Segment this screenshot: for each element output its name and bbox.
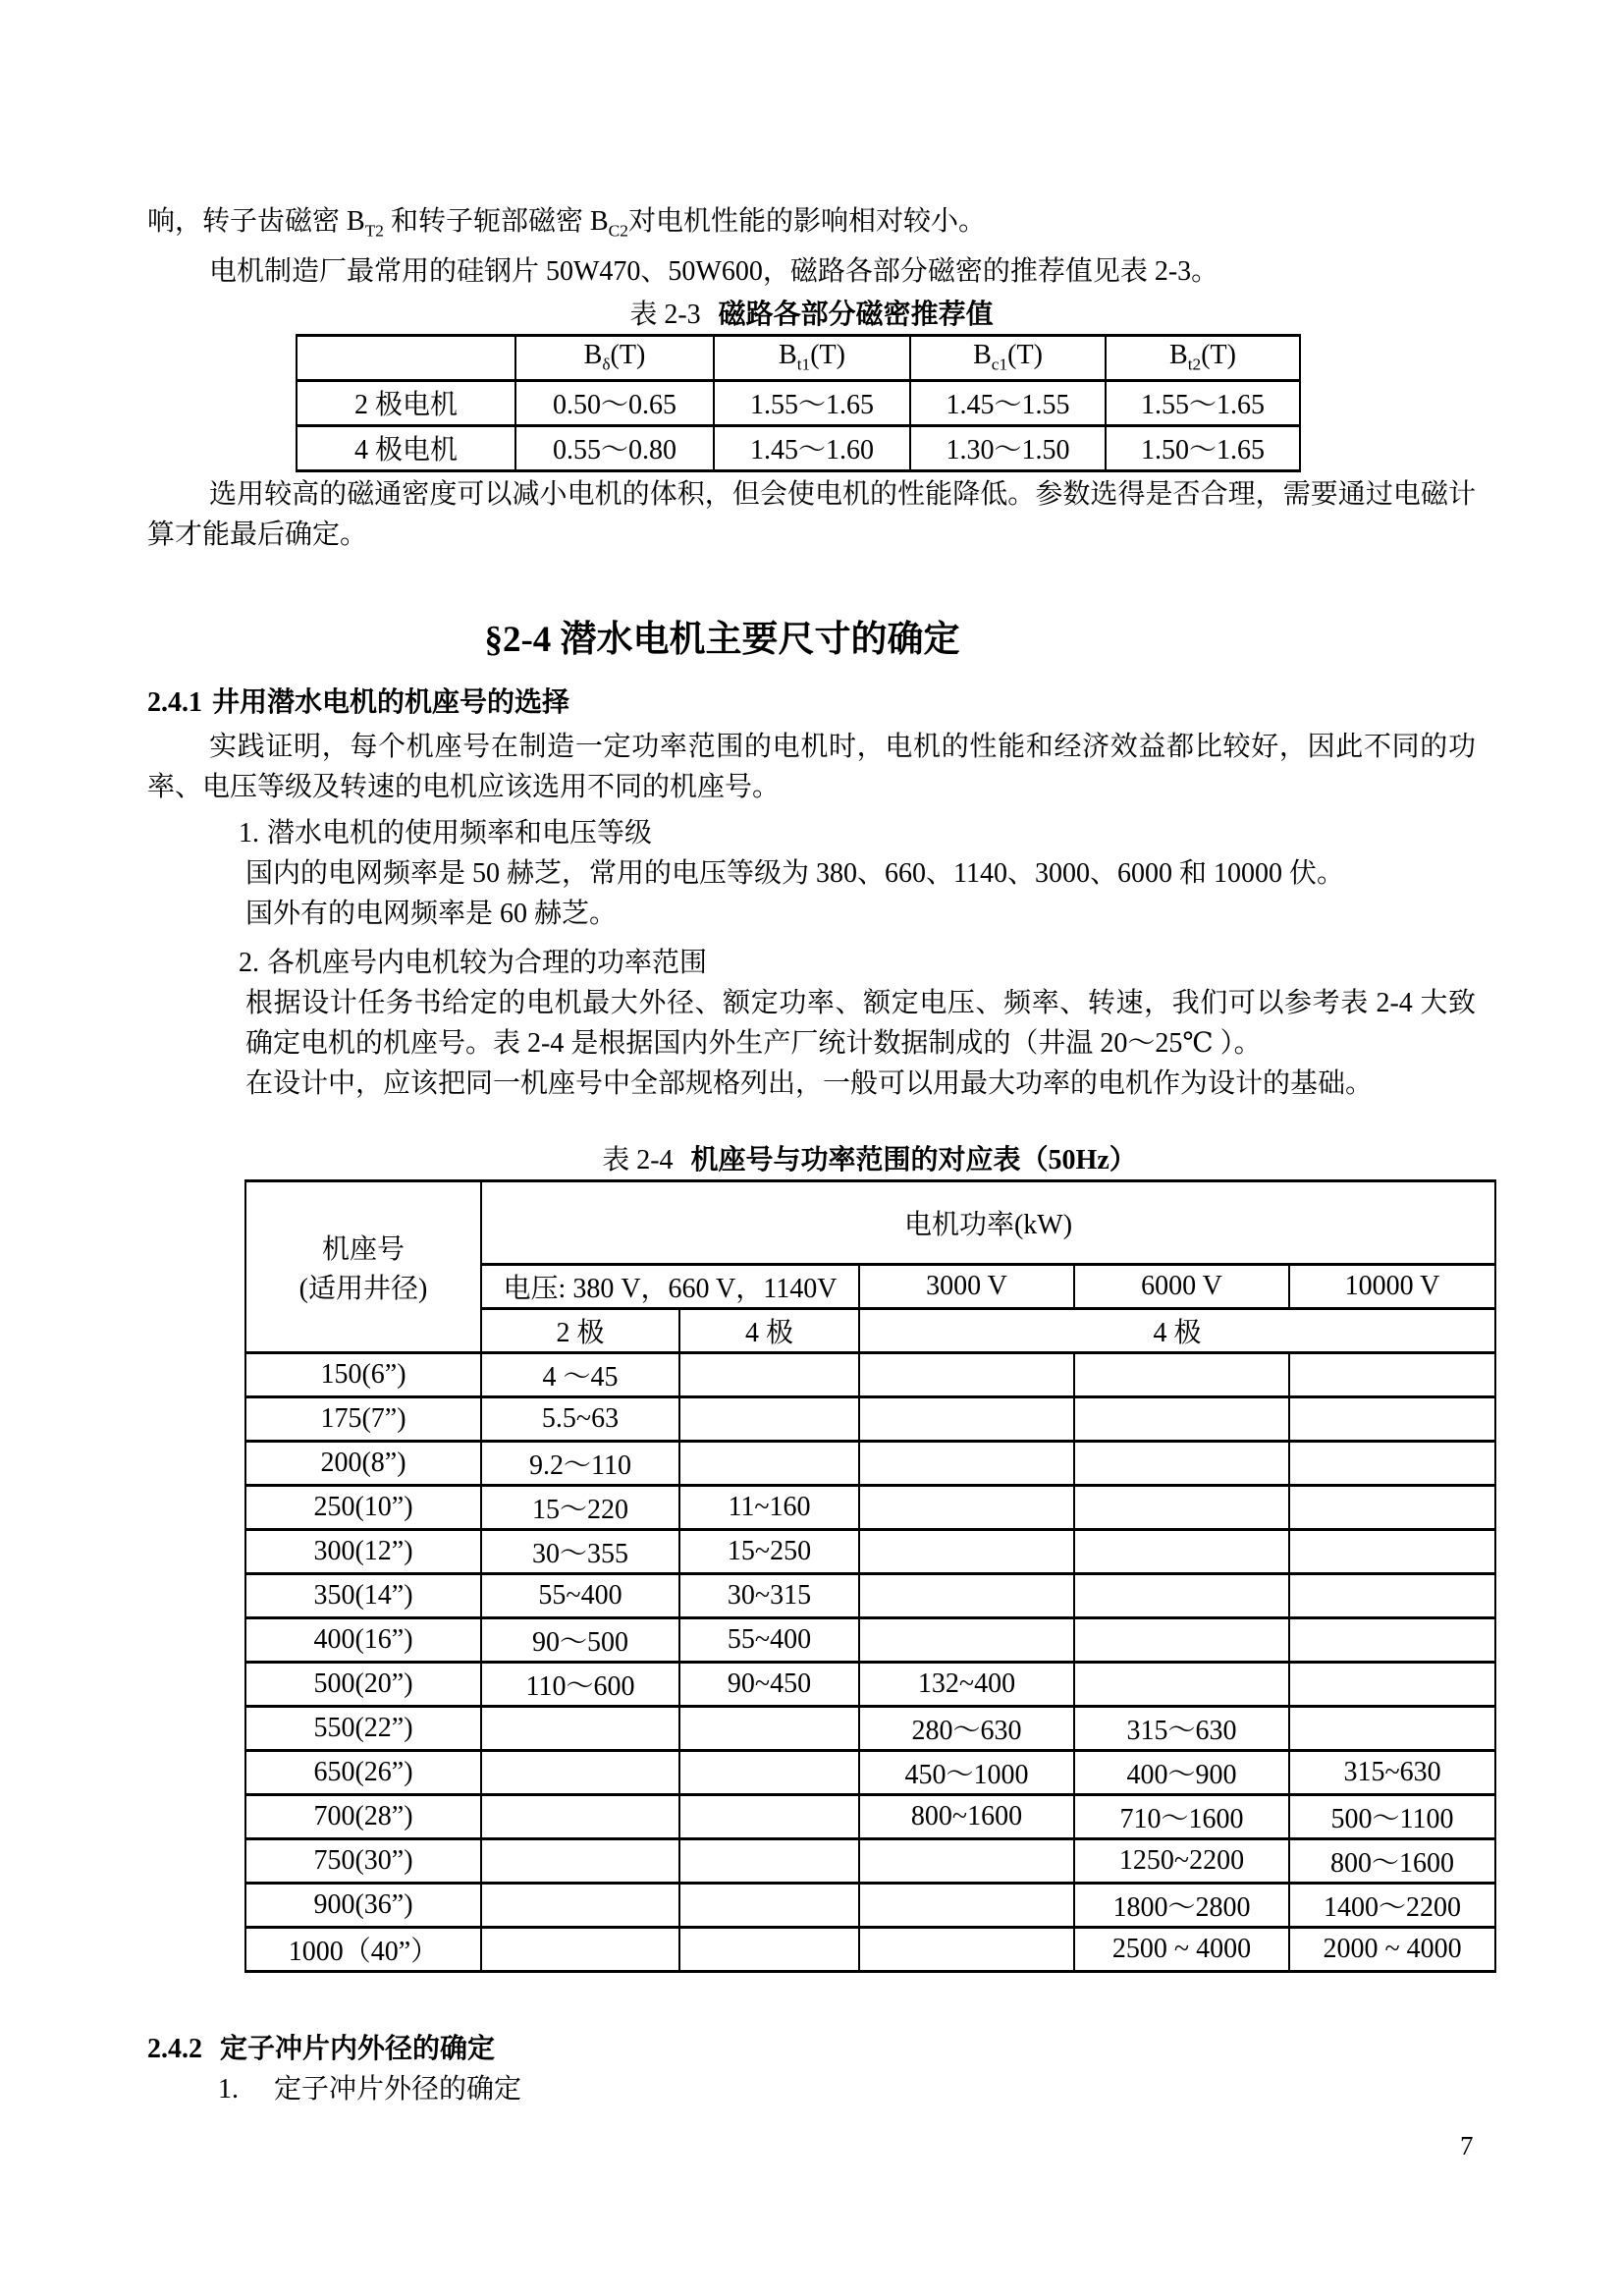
bt2-value-cell: 1.50～1.65 — [1106, 425, 1300, 470]
power-4pole-cell — [679, 1750, 859, 1794]
flux-density-table — [296, 334, 1301, 472]
frame-power-row — [245, 1617, 1495, 1662]
power-3000v-cell — [859, 1352, 1074, 1396]
section-2-4-2-number: 2.4.2 — [147, 2033, 202, 2064]
frame-power-row — [245, 1883, 1495, 1927]
intro-line-1 — [147, 201, 1476, 251]
voltage-6000v-header-cell: 6000 V — [1074, 1264, 1289, 1308]
table23-caption-title: 磁路各部分磁密推荐值 — [718, 299, 994, 330]
page-number: 7 — [1460, 2131, 1474, 2160]
power-10000v-cell: 315~630 — [1289, 1750, 1495, 1794]
frame-size-cell: 250(10”) — [245, 1485, 481, 1529]
frame-power-row — [245, 1750, 1495, 1794]
pole4-merged-header-cell: 4 极 — [859, 1308, 1495, 1352]
header-base: B — [1169, 340, 1188, 371]
power-2pole-cell — [481, 1927, 679, 1971]
pole4-header-cell: 4 极 — [679, 1308, 859, 1352]
power-6000v-cell: 2500 ~ 4000 — [1074, 1927, 1289, 1971]
power-4pole-cell: 30~315 — [679, 1573, 859, 1617]
power-10000v-cell: 800～1600 — [1289, 1838, 1495, 1883]
power-2pole-cell: 9.2～110 — [481, 1441, 679, 1485]
power-6000v-cell — [1074, 1617, 1289, 1662]
subscript-bt2: T2 — [364, 221, 384, 241]
frame-size-cell: 700(28”) — [245, 1794, 481, 1838]
section-2-4-2-title: 定子冲片内外径的确定 — [220, 2033, 496, 2064]
bd-value-cell: 0.50～0.65 — [515, 380, 714, 425]
power-4pole-cell — [679, 1396, 859, 1441]
section-2-4-1-heading — [147, 683, 1476, 723]
power-6000v-cell — [1074, 1485, 1289, 1529]
power-3000v-cell — [859, 1927, 1074, 1971]
stator-list-item-1-number: 1. — [218, 2073, 239, 2105]
subscript-t2: t2 — [1187, 355, 1202, 374]
frame-size-cell: 550(22”) — [245, 1706, 481, 1750]
power-3000v-cell: 800~1600 — [859, 1794, 1074, 1838]
list-item-1-line-1: 国内的电网频率是 50 赫芝，常用的电压等级为 380、660、1140、3000、6000 和 10000 伏。 — [245, 857, 1344, 889]
power-10000v-cell — [1289, 1396, 1495, 1441]
power-6000v-cell: 1800～2800 — [1074, 1883, 1289, 1927]
power-10000v-cell — [1289, 1573, 1495, 1617]
section-2-4-1-number: 2.4.1 — [147, 686, 202, 718]
frame-size-cell: 650(26”) — [245, 1750, 481, 1794]
power-2pole-cell — [481, 1794, 679, 1838]
table23-caption-label: 表 2-3 — [629, 299, 701, 330]
flux-header-bc1-cell — [910, 335, 1106, 380]
frame-power-row — [245, 1794, 1495, 1838]
flux-header-row — [297, 335, 1300, 380]
bt2-value-cell: 1.55～1.65 — [1106, 380, 1300, 425]
flux-header-bt1-cell — [714, 335, 910, 380]
power-10000v-cell — [1289, 1706, 1495, 1750]
frame-size-cell: 200(8”) — [245, 1441, 481, 1485]
power-6000v-cell: 315～630 — [1074, 1706, 1289, 1750]
power-6000v-cell — [1074, 1441, 1289, 1485]
section-2-4-2-heading — [147, 2029, 1476, 2069]
pole-label-cell: 2 极电机 — [297, 380, 515, 425]
list-item-2 — [147, 943, 1476, 983]
frame-power-row — [245, 1573, 1495, 1617]
intro-line-1-mid: 和转子轭部磁密 B — [383, 206, 609, 237]
list-item-1-title: 潜水电机的使用频率和电压等级 — [267, 817, 653, 848]
list-item-1-number: 1. — [239, 817, 259, 848]
list-item-2-title: 各机座号内电机较为合理的功率范围 — [267, 947, 708, 978]
list-item-2-paragraph: 根据设计任务书给定的电机最大外径、额定功率、额定电压、频率、转速，我们可以参考表 2-4 大致确定电机的机座号。表 2-4 是根据国内外生产厂统计数据制成的（井温 20～25℃ ）。 — [245, 987, 1476, 1059]
power-10000v-cell: 2000 ~ 4000 — [1289, 1927, 1495, 1971]
power-4pole-cell — [679, 1441, 859, 1485]
frame-power-row — [245, 1838, 1495, 1883]
power-4pole-cell: 11~160 — [679, 1485, 859, 1529]
frame-selection-paragraph: 实践证明，每个机座号在制造一定功率范围的电机时，电机的性能和经济效益都比较好，因此不同的功率、电压等级及转速的电机应该选用不同的机座号。 — [147, 731, 1476, 802]
flux-data-row — [297, 380, 1300, 425]
frame-power-row — [245, 1706, 1495, 1750]
frame-power-row — [245, 1441, 1495, 1485]
pole2-header-cell: 2 极 — [481, 1308, 679, 1352]
power-10000v-cell: 500～1100 — [1289, 1794, 1495, 1838]
header-rest: (T) — [610, 340, 646, 371]
power-2pole-cell — [481, 1838, 679, 1883]
header-base: B — [779, 340, 797, 371]
power-10000v-cell: 1400～2200 — [1289, 1883, 1495, 1927]
power-10000v-cell — [1289, 1485, 1495, 1529]
power-6000v-cell — [1074, 1396, 1289, 1441]
list-item-1-line-2: 国外有的电网频率是 60 赫芝。 — [245, 898, 618, 929]
flux-header-bt2-cell — [1106, 335, 1300, 380]
header-base: B — [973, 340, 992, 371]
header-rest: (T) — [1007, 340, 1043, 371]
frame-size-cell: 175(7”) — [245, 1396, 481, 1441]
power-2pole-cell: 4 ～45 — [481, 1352, 679, 1396]
intro-line-1-pre: 响，转子齿磁密 B — [147, 206, 365, 237]
power-10000v-cell — [1289, 1662, 1495, 1706]
power-4pole-cell: 90~450 — [679, 1662, 859, 1706]
frame-size-cell: 1000（40”） — [245, 1927, 481, 1971]
motor-power-header-cell: 电机功率(kW) — [481, 1180, 1495, 1264]
power-6000v-cell — [1074, 1662, 1289, 1706]
frame-power-table-body — [245, 1352, 1495, 1971]
power-6000v-cell — [1074, 1352, 1289, 1396]
power-3000v-cell — [859, 1529, 1074, 1573]
pole-label-cell: 4 极电机 — [297, 425, 515, 470]
frame-power-table — [244, 1179, 1496, 1973]
bd-value-cell: 0.55～0.80 — [515, 425, 714, 470]
frame-size-cell: 400(16”) — [245, 1617, 481, 1662]
list-item-2-number: 2. — [239, 947, 259, 978]
flux-density-table-head — [297, 335, 1300, 380]
intro-line-2: 电机制造厂最常用的硅钢片 50W470、50W600，磁路各部分磁密的推荐值见表 2-3。 — [209, 255, 1219, 287]
power-2pole-cell: 90～500 — [481, 1617, 679, 1662]
table24-caption — [244, 1142, 1494, 1179]
power-4pole-cell — [679, 1883, 859, 1927]
power-4pole-cell — [679, 1838, 859, 1883]
power-2pole-cell: 30～355 — [481, 1529, 679, 1573]
frame-power-row — [245, 1662, 1495, 1706]
power-2pole-cell: 15～220 — [481, 1485, 679, 1529]
stator-list-item-1-title: 定子冲片外径的确定 — [274, 2073, 522, 2105]
subscript-c1: c1 — [991, 355, 1008, 374]
power-2pole-cell — [481, 1706, 679, 1750]
table23-caption — [147, 297, 1476, 334]
power-4pole-cell: 55~400 — [679, 1617, 859, 1662]
section-2-4-heading: §2-4 潜水电机主要尺寸的确定 — [484, 619, 960, 660]
power-3000v-cell — [859, 1883, 1074, 1927]
power-3000v-cell: 280～630 — [859, 1706, 1074, 1750]
power-3000v-cell — [859, 1573, 1074, 1617]
power-4pole-cell — [679, 1927, 859, 1971]
voltage-10000v-header-cell: 10000 V — [1289, 1264, 1495, 1308]
flux-header-blank-cell — [297, 335, 515, 380]
header-rest: (T) — [1201, 340, 1236, 371]
table24-caption-title: 机座号与功率范围的对应表（50Hz） — [690, 1144, 1137, 1175]
power-4pole-cell — [679, 1352, 859, 1396]
frame-power-row — [245, 1529, 1495, 1573]
frame-power-row — [245, 1485, 1495, 1529]
power-6000v-cell: 400～900 — [1074, 1750, 1289, 1794]
power-3000v-cell — [859, 1838, 1074, 1883]
frame-size-cell: 900(36”) — [245, 1883, 481, 1927]
power-6000v-cell: 1250~2200 — [1074, 1838, 1289, 1883]
stator-list-item-1 — [147, 2069, 1476, 2109]
voltage-3000v-header-cell: 3000 V — [859, 1264, 1074, 1308]
list-item-1 — [147, 813, 1476, 853]
flux-density-table-body — [297, 380, 1300, 470]
flux-data-row — [297, 425, 1300, 470]
frame-size-cell: 150(6”) — [245, 1352, 481, 1396]
bt1-value-cell: 1.55～1.65 — [714, 380, 910, 425]
frame-size-cell: 300(12”) — [245, 1529, 481, 1573]
power-6000v-cell — [1074, 1529, 1289, 1573]
power-3000v-cell — [859, 1617, 1074, 1662]
list-item-2-line-2: 在设计中，应该把同一机座号中全部规格列出，一般可以用最大功率的电机作为设计的基础。 — [245, 1067, 1374, 1099]
frame-power-row — [245, 1352, 1495, 1396]
power-2pole-cell: 5.5~63 — [481, 1396, 679, 1441]
power-3000v-cell: 132~400 — [859, 1662, 1074, 1706]
power-header-row-1 — [245, 1180, 1495, 1264]
voltage-low-header-cell: 电压: 380 V，660 V，1140V — [481, 1264, 859, 1308]
power-10000v-cell — [1289, 1441, 1495, 1485]
power-3000v-cell: 450～1000 — [859, 1750, 1074, 1794]
power-10000v-cell — [1289, 1352, 1495, 1396]
subscript-bc2: C2 — [608, 221, 628, 241]
frame-power-row — [245, 1396, 1495, 1441]
header-base: B — [583, 340, 603, 371]
power-2pole-cell — [481, 1750, 679, 1794]
power-10000v-cell — [1289, 1617, 1495, 1662]
power-6000v-cell — [1074, 1573, 1289, 1617]
power-2pole-cell: 55~400 — [481, 1573, 679, 1617]
frame-power-table-head — [245, 1180, 1495, 1352]
subscript-t1: t1 — [796, 355, 811, 374]
power-2pole-cell: 110～600 — [481, 1662, 679, 1706]
bc1-value-cell: 1.45～1.55 — [910, 380, 1106, 425]
flux-selection-paragraph: 选用较高的磁通密度可以减小电机的体积，但会使电机的性能降低。参数选得是否合理，需要通过电磁计算才能最后确定。 — [147, 478, 1476, 550]
power-4pole-cell — [679, 1706, 859, 1750]
power-3000v-cell — [859, 1396, 1074, 1441]
power-2pole-cell — [481, 1883, 679, 1927]
frame-size-header-line2: (适用井径) — [298, 1273, 428, 1304]
bc1-value-cell: 1.30～1.50 — [910, 425, 1106, 470]
frame-size-cell: 750(30”) — [245, 1838, 481, 1883]
frame-power-row — [245, 1927, 1495, 1971]
page-content — [147, 201, 1476, 2109]
frame-size-cell: 350(14”) — [245, 1573, 481, 1617]
power-3000v-cell — [859, 1485, 1074, 1529]
frame-size-cell: 500(20”) — [245, 1662, 481, 1706]
bt1-value-cell: 1.45～1.60 — [714, 425, 910, 470]
power-4pole-cell: 15~250 — [679, 1529, 859, 1573]
power-4pole-cell — [679, 1794, 859, 1838]
intro-line-1-post: 对电机性能的影响相对较小。 — [627, 206, 986, 237]
power-10000v-cell — [1289, 1529, 1495, 1573]
table24-caption-label: 表 2-4 — [602, 1144, 674, 1175]
section-2-4-1-title: 井用潜水电机的机座号的选择 — [212, 686, 570, 718]
frame-size-header-line1: 机座号 — [321, 1233, 405, 1265]
header-rest: (T) — [810, 340, 845, 371]
flux-header-bd-cell — [515, 335, 714, 380]
power-3000v-cell — [859, 1441, 1074, 1485]
subscript-delta: δ — [602, 355, 611, 374]
power-6000v-cell: 710～1600 — [1074, 1794, 1289, 1838]
frame-size-header-cell — [245, 1180, 481, 1352]
